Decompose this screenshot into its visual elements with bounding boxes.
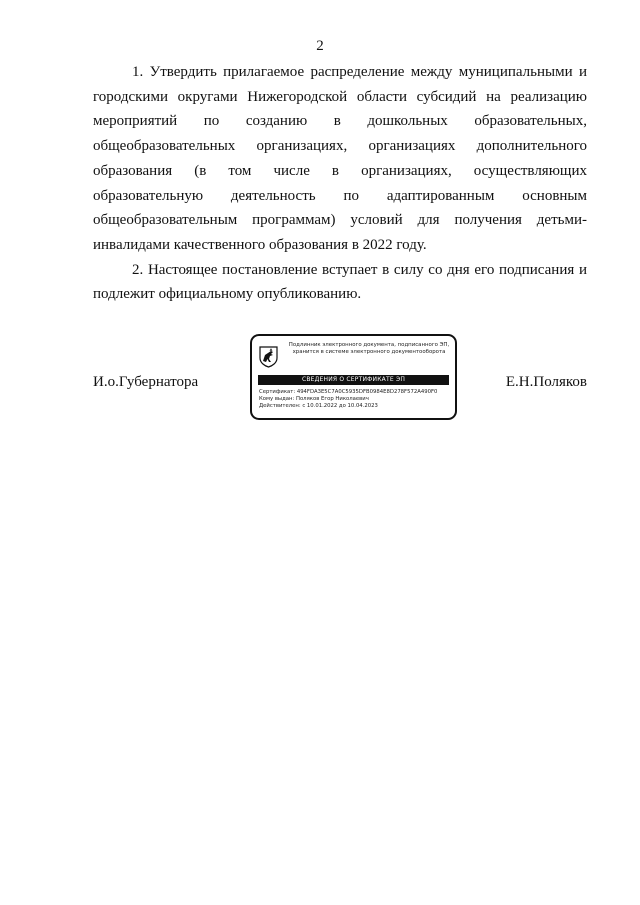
paragraph-2: 2. Настоящее постановление вступает в силу со дня его подписания и подлежит официальному опубликованию.: [93, 261, 587, 303]
electronic-signature-stamp: [250, 334, 457, 420]
coat-of-arms-icon: [259, 346, 278, 368]
signatory-position: И.о.Губернатора: [93, 374, 199, 390]
document-body: [93, 60, 587, 307]
stamp-note: Подлинник электронного документа, подписанного ЭП, хранится в системе электронного документооборота: [288, 342, 450, 355]
signatory-name: Е.Н.Поляков: [505, 374, 587, 390]
paragraph-1: 1. Утвердить прилагаемое распределение между муниципальными и городскими округами Нижегородской области субсидий на реализацию мероприятий по созданию в дошкольных образовательных, общеобразовательных организациях, организациях дополнительного образования (в том числе в организациях, осуществляющих образовательную деятельность по адаптированным основным общеобразовательным программам) условий для получения детьми-инвалидами качественного образования в 2022 году.: [93, 64, 587, 253]
stamp-title: СВЕДЕНИЯ О СЕРТИФИКАТЕ ЭП: [258, 375, 449, 385]
page-number: 2: [316, 38, 324, 54]
stamp-validity: Действителен: с 10.01.2022 до 10.04.2023: [259, 403, 378, 410]
stamp-certificate: Сертификат: 494FDA3E5C7A0C5935DFB0984E8D278F572A490F0: [259, 389, 438, 395]
stamp-issued-to: Кому выдан: Поляков Егор Николаевич: [259, 396, 369, 403]
stamp-details: [259, 389, 454, 411]
